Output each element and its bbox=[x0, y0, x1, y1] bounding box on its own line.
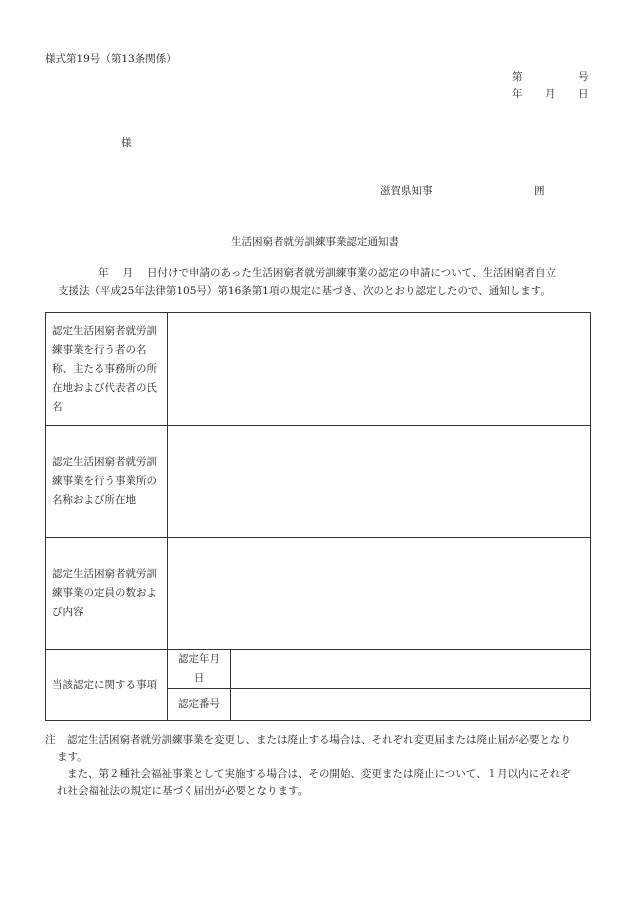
table-row bbox=[46, 313, 591, 426]
certification-date-value bbox=[231, 650, 591, 689]
date-month: 月 bbox=[545, 88, 556, 100]
notice-body bbox=[58, 264, 598, 300]
table-row bbox=[46, 650, 591, 689]
operator-label: 認定生活困窮者就労訓練事業を行う者の名称、主たる事務所の所在地および代表者の氏名 bbox=[46, 313, 168, 426]
note-2-text-a: また、第２種社会福祉事業として実施する場合は、その開始、変更または廃止について、１月以内にそれぞ bbox=[67, 768, 571, 780]
date-day: 日 bbox=[578, 88, 589, 100]
note-1-text-a: 認定生活困窮者就労訓練事業を変更し、または廃止する場合は、それぞれ変更届または廃止届が必要となり bbox=[67, 734, 571, 746]
body-year: 年 bbox=[98, 267, 109, 279]
form-number: 様式第19号（第13条関係） bbox=[45, 53, 177, 65]
body-line-1 bbox=[58, 264, 598, 282]
operator-value bbox=[168, 313, 591, 426]
note-1-text-b: ます。 bbox=[57, 751, 88, 763]
certification-date-label: 認定年月日 bbox=[168, 650, 231, 689]
seal-mark: 囲 bbox=[534, 185, 545, 197]
certification-number-value bbox=[231, 689, 591, 721]
capacity-value bbox=[168, 538, 591, 650]
note-2 bbox=[45, 766, 595, 800]
document-title: 生活困窮者就労訓練事業認定通知書 bbox=[231, 236, 399, 248]
note-2-text-b: れ社会福祉法の規定に基づく届出が必要となります。 bbox=[57, 785, 309, 797]
date-year: 年 bbox=[512, 88, 523, 100]
table-row bbox=[46, 538, 591, 650]
body-line-2: 支援法（平成25年法律第105号）第16条第1項の規定に基づき、次のとおり認定したので、通知します。 bbox=[58, 285, 551, 297]
office-value bbox=[168, 426, 591, 538]
note-1 bbox=[45, 732, 595, 766]
certification-number-label: 認定番号 bbox=[168, 689, 231, 721]
addressee: 様 bbox=[121, 137, 132, 149]
body-month: 月 bbox=[122, 267, 133, 279]
number-prefix: 第 bbox=[512, 71, 523, 83]
number-suffix: 号 bbox=[578, 71, 589, 83]
note-mark: 注 bbox=[45, 734, 56, 746]
table-row bbox=[46, 426, 591, 538]
office-label: 認定生活困窮者就労訓練事業を行う事業所の名称および所在地 bbox=[46, 426, 168, 538]
certification-table bbox=[45, 312, 591, 721]
capacity-label: 認定生活困窮者就労訓練事業の定員の数および内容 bbox=[46, 538, 168, 650]
body-line-1-text: 日付けで申請のあった生活困窮者就労訓練事業の認定の申請について、生活困窮者自立 bbox=[147, 267, 556, 279]
issuer: 滋賀県知事 bbox=[380, 185, 433, 197]
certification-matters-label: 当該認定に関する事項 bbox=[46, 650, 168, 721]
